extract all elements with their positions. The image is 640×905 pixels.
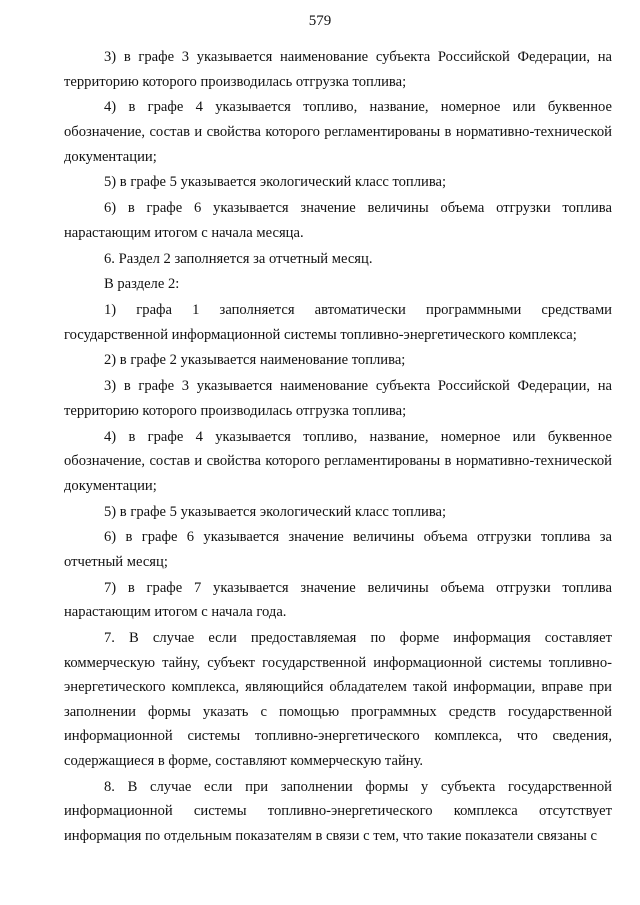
paragraph: 6) в графе 6 указывается значение величины объема отгрузки топлива за отчетный месяц; — [64, 529, 612, 570]
page-number: 579 — [308, 13, 332, 29]
paragraph: 3) в графе 3 указывается наименование субъекта Российской Федерации, на территорию которого производилась отгрузка топлива; — [64, 378, 612, 419]
paragraph: 2) в графе 2 указывается наименование топлива; — [104, 352, 406, 369]
paragraph: 5) в графе 5 указывается экологический класс топлива; — [104, 174, 447, 191]
paragraph: 6) в графе 6 указывается значение величины объема отгрузки топлива нарастающим итогом с начала месяца. — [64, 200, 612, 241]
paragraph: 8. В случае если при заполнении формы у субъекта государственной информационной системы топливно-энергетического комплекса отсутствует информация по отдельным показателям в связи с тем, что такие показатели связаны с — [64, 778, 612, 845]
paragraph: 4) в графе 4 указывается топливо, название, номерное или буквенное обозначение, состав и свойства которого регламентированы в нормативно-технической документации; — [64, 428, 612, 494]
paragraph: 3) в графе 3 указывается наименование субъекта Российской Федерации, на территорию которого производилась отгрузка топлива; — [64, 49, 612, 90]
paragraph: 6. Раздел 2 заполняется за отчетный месяц. — [104, 250, 373, 267]
paragraph: 7) в графе 7 указывается значение величины объема отгрузки топлива нарастающим итогом с начала года. — [64, 579, 612, 621]
paragraph: 7. В случае если предоставляемая по форме информация составляет коммерческую тайну, субъект государственной информационной системы топливно-энергетического комплекса, являющийся обладателем такой информации, вправе при заполнении формы указать с помощью программных средств государственной информационной системы топливно-энергетического комплекса, что сведения, содержащиеся в форме, составляют коммерческую тайну. — [64, 630, 612, 770]
paragraph: В разделе 2: — [104, 276, 180, 293]
paragraph: 1) графа 1 заполняется автоматически программными средствами государственной информационной системы топливно-энергетического комплекса; — [64, 302, 612, 343]
paragraph: 5) в графе 5 указывается экологический класс топлива; — [104, 503, 447, 520]
paragraph: 4) в графе 4 указывается топливо, название, номерное или буквенное обозначение, состав и свойства которого регламентированы в нормативно-технической документации; — [64, 99, 612, 165]
document-body — [64, 45, 612, 850]
